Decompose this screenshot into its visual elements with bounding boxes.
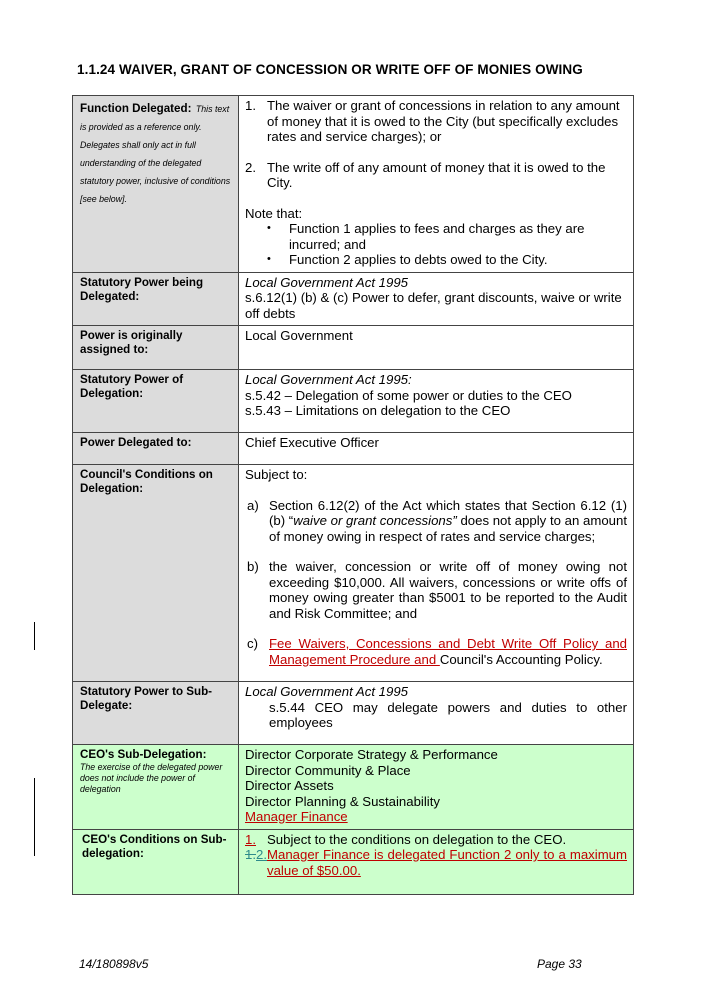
sub-delegate-act: Local Government Act 1995	[245, 684, 408, 699]
revision-bar	[34, 778, 35, 856]
footer-doc-ref: 14/180898v5	[79, 957, 149, 971]
label-cell	[73, 96, 239, 273]
section-heading: 1.1.24 WAIVER, GRANT OF CONCESSION OR WRITE OFF OF MONIES OWING	[77, 62, 583, 77]
row-power-of-delegation	[73, 370, 634, 433]
statutory-power-text: s.6.12(1) (b) & (c) Power to defer, grant discounts, waive or write off debts	[245, 290, 622, 321]
function-item-2: 2. The write off of any amount of money that it is owed to the City.	[245, 159, 606, 190]
sub-delegate-text: s.5.44 CEO may delegate powers and duties to other employees	[269, 699, 627, 730]
row-originally-assigned	[73, 326, 634, 370]
statutory-power-act: Local Government Act 1995	[245, 274, 408, 290]
note-bullet-1: • Function 1 applies to fees and charges as they are incurred; and	[267, 221, 585, 252]
power-of-delegation-label: Statutory Power of Delegation:	[80, 373, 184, 400]
condition-b: b) the waiver, concession or write off of money owing not exceeding $10,000. All waivers, concessions or write offs of money owing greater than $5001 to be reported to the Audit and Risk Committee; and	[247, 559, 627, 621]
power-of-delegation-line-1: s.5.42 – Delegation of some power or duties to the CEO	[245, 387, 572, 403]
function-delegated-note: This text is provided as a reference only. Delegates shall only act in full understanding of the delegated statutory power, inclusive of conditions [see below].	[80, 104, 231, 204]
bullet-icon: •	[267, 222, 271, 234]
row-sub-delegate-power	[73, 682, 634, 745]
inserted-policy-text: Fee Waivers, Concessions and Debt Write Off Policy and Management Procedure and	[269, 636, 627, 667]
sub-delegate-1: Director Corporate Strategy & Performance	[245, 747, 498, 762]
sub-conditions-label: CEO's Conditions on Sub-delegation:	[82, 832, 227, 860]
sub-delegate-power-label: Statutory Power to Sub-Delegate:	[80, 685, 213, 712]
bullet-icon: •	[267, 253, 271, 265]
statutory-power-label: Statutory Power being Delegated:	[80, 275, 204, 303]
row-sub-conditions	[73, 829, 634, 894]
power-of-delegation-line-2: s.5.43 – Limitations on delegation to the CEO	[245, 403, 511, 418]
note-bullet-2: • Function 2 applies to debts owed to the City.	[267, 252, 548, 267]
condition-c: c) Fee Waivers, Concessions and Debt Write Off Policy and Management Procedure and Council's Accounting Policy.	[247, 636, 627, 667]
conditions-intro: Subject to:	[245, 467, 308, 482]
originally-assigned-label: Power is originally assigned to:	[80, 329, 183, 356]
revision-bar	[34, 622, 35, 650]
sub-delegation-label: CEO's Sub-Delegation:	[80, 748, 207, 761]
row-conditions	[73, 465, 634, 682]
sub-condition-2: 1.2. Manager Finance is delegated Function 2 only to a maximum value of $50.00.	[245, 847, 627, 878]
row-statutory-power	[73, 272, 634, 326]
sub-delegate-2: Director Community & Place	[245, 762, 411, 778]
sub-delegate-3: Director Assets	[245, 778, 334, 793]
function-item-1: 1. The waiver or grant of concessions in relation to any amount of money that it is owed to the City (but specifically excludes rates and service charges); or	[245, 98, 620, 144]
sub-delegate-added: Manager Finance	[245, 809, 348, 824]
condition-a: a) Section 6.12(2) of the Act which states that Section 6.12 (1) (b) “waive or grant concessions” does not apply to an amount of money owing in respect of rates and service charges;	[247, 497, 628, 544]
delegated-to-label: Power Delegated to:	[80, 436, 192, 449]
sub-delegation-note: The exercise of the delegated power does not include the power of delegation	[80, 762, 223, 794]
row-function-delegated	[73, 96, 634, 273]
note-intro: Note that:	[245, 205, 303, 221]
sub-condition-1: 1. Subject to the conditions on delegation to the CEO.	[245, 831, 567, 847]
power-of-delegation-act: Local Government Act 1995:	[245, 372, 412, 387]
row-sub-delegation	[73, 745, 634, 830]
originally-assigned-value: Local Government	[245, 328, 353, 343]
row-delegated-to	[73, 433, 634, 465]
function-delegated-label: Function Delegated:	[80, 102, 192, 115]
delegated-to-value: Chief Executive Officer	[245, 435, 379, 450]
conditions-label: Council's Conditions on Delegation:	[80, 468, 213, 495]
delegation-table	[72, 95, 634, 895]
sub-delegate-4: Director Planning & Sustainability	[245, 793, 440, 809]
function-delegated-value	[239, 96, 634, 273]
footer-page-number: Page 33	[537, 957, 582, 971]
